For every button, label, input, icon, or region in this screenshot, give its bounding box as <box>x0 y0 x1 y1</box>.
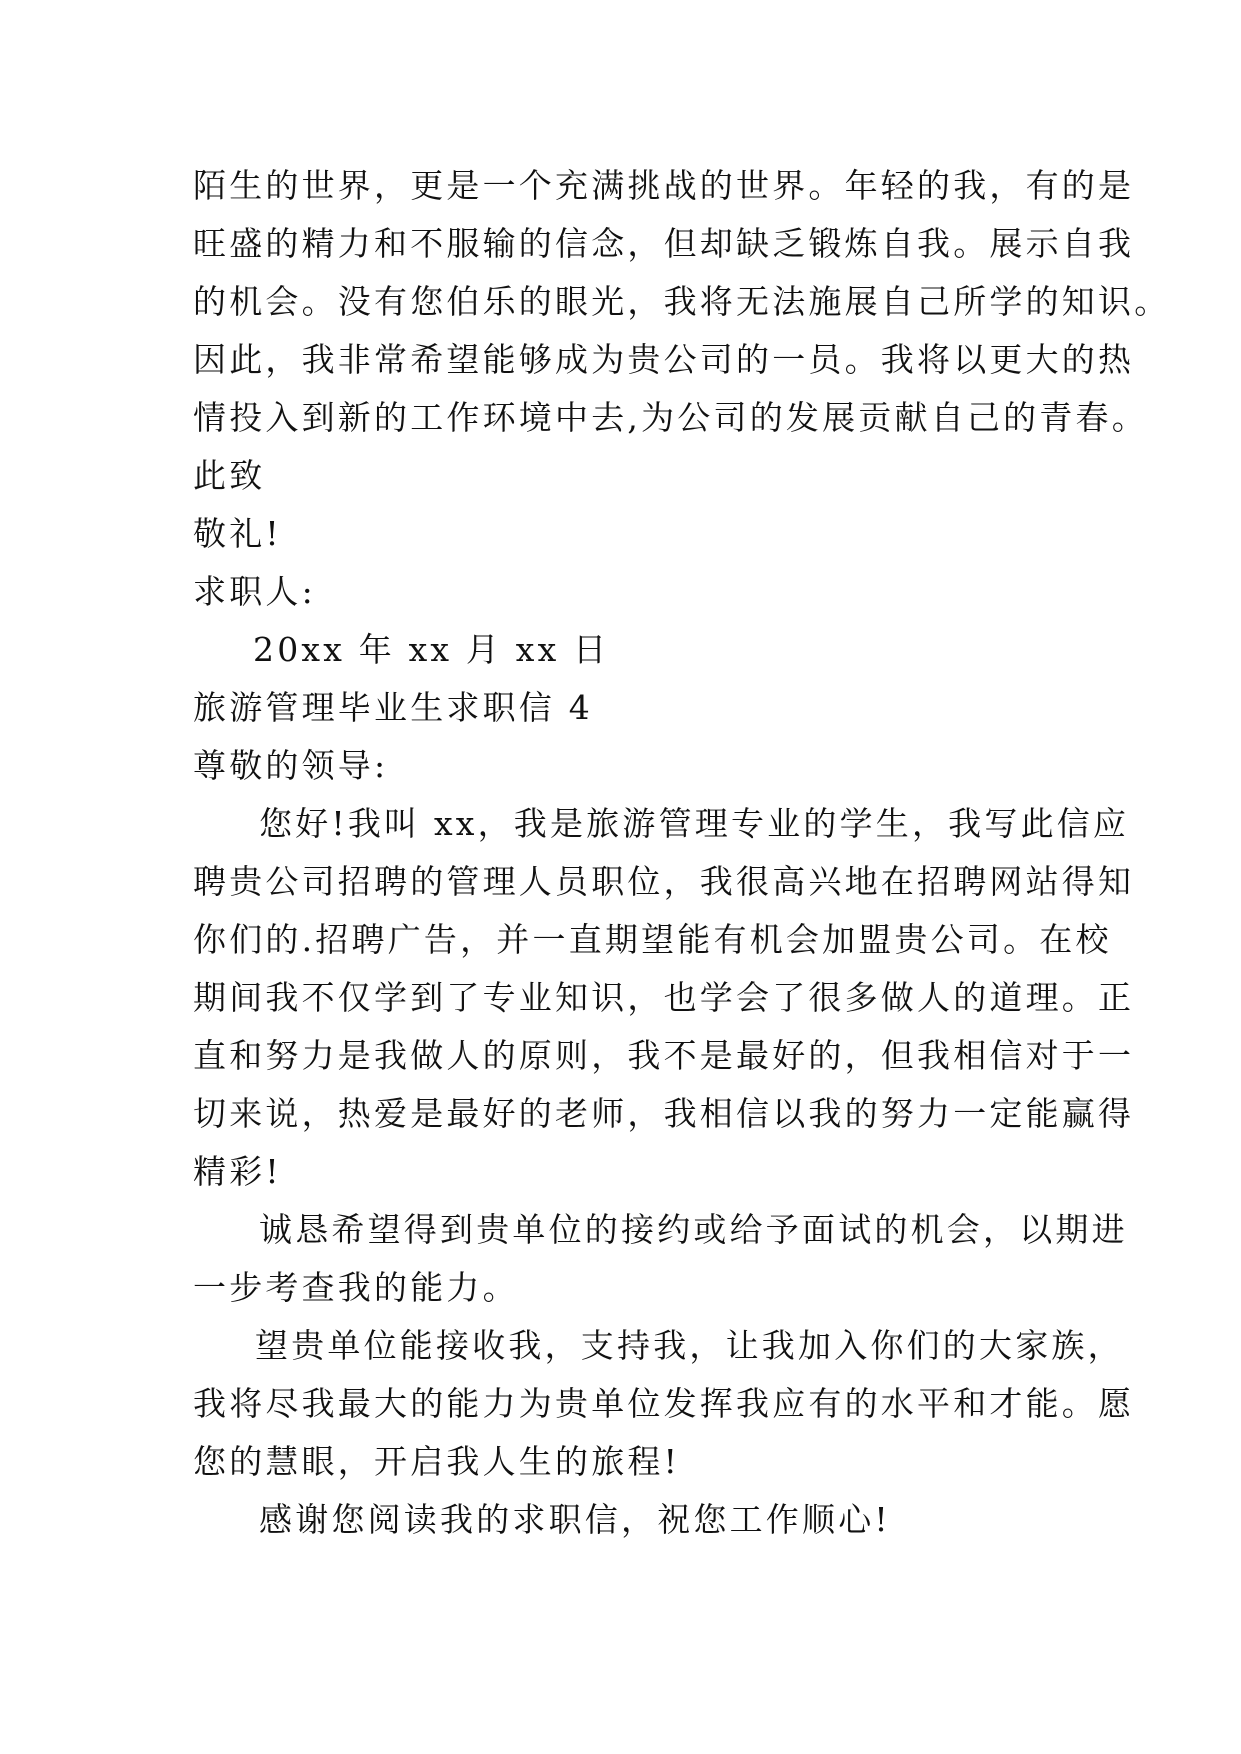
paragraph-line: 我将尽我最大的能力为贵单位发挥我应有的水平和才能。愿 <box>193 1384 1135 1423</box>
paragraph-line: 情投入到新的工作环境中去,为公司的发展贡献自己的青春。 <box>193 398 1148 437</box>
paragraph-line: 旺盛的精力和不服输的信念，但却缺乏锻炼自我。展示自我 <box>193 224 1135 263</box>
closing-line: 敬礼! <box>193 514 282 553</box>
paragraph-line: 期间我不仅学到了专业知识，也学会了很多做人的道理。正 <box>193 978 1135 1017</box>
paragraph-line: 直和努力是我做人的原则，我不是最好的，但我相信对于一 <box>193 1036 1135 1075</box>
paragraph-line: 您的慧眼，开启我人生的旅程! <box>193 1442 681 1481</box>
signature-label: 求职人: <box>193 572 316 611</box>
paragraph-line: 你们的.招聘广告，并一直期望能有机会加盟贵公司。在校 <box>193 920 1112 959</box>
letter-text <box>193 157 1171 1549</box>
closing-line: 此致 <box>193 456 266 495</box>
paragraph-line: 一步考查我的能力。 <box>193 1268 519 1307</box>
paragraph-line: 陌生的世界，更是一个充满挑战的世界。年轻的我，有的是 <box>193 166 1135 205</box>
letter-title: 旅游管理毕业生求职信 4 <box>193 688 593 727</box>
salutation: 尊敬的领导: <box>193 746 389 785</box>
paragraph-line: 聘贵公司招聘的管理人员职位，我很高兴地在招聘网站得知 <box>193 862 1135 901</box>
paragraph-line: 因此，我非常希望能够成为贵公司的一员。我将以更大的热 <box>193 340 1135 379</box>
paragraph-line: 精彩! <box>193 1152 282 1191</box>
paragraph-line: 望贵单位能接收我，支持我，让我加入你们的大家族， <box>255 1326 1124 1365</box>
paragraph-line: 感谢您阅读我的求职信，祝您工作顺心! <box>259 1500 891 1539</box>
letter-date: 20xx 年 xx 月 xx 日 <box>253 630 610 669</box>
paragraph-line: 切来说，热爱是最好的老师，我相信以我的努力一定能赢得 <box>193 1094 1135 1133</box>
paragraph-line: 的机会。没有您伯乐的眼光，我将无法施展自己所学的知识。 <box>193 282 1171 321</box>
paragraph-line: 您好!我叫 xx，我是旅游管理专业的学生，我写此信应 <box>259 804 1130 843</box>
paragraph-line: 诚恳希望得到贵单位的接约或给予面试的机会，以期进 <box>259 1210 1128 1249</box>
